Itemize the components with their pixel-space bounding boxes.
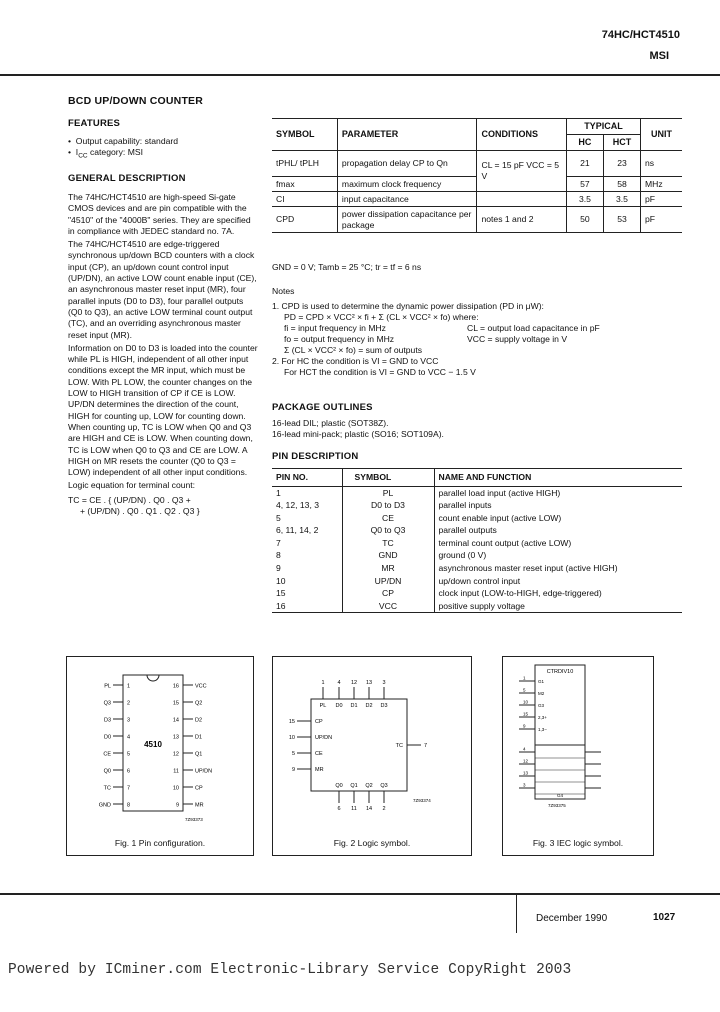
pin-number: 14 xyxy=(365,806,373,812)
package-heading: PACKAGE OUTLINES xyxy=(272,402,373,413)
pin-number: 13 xyxy=(523,770,529,776)
pin-label: Q1 xyxy=(350,783,358,789)
pin-number: 11 xyxy=(173,768,179,775)
equation-line: + (UP/DN) . Q0 . Q1 . Q2 . Q3 } xyxy=(80,506,200,517)
cell-no: 8 xyxy=(276,550,281,561)
characteristics-table xyxy=(272,118,682,233)
table-row xyxy=(272,600,682,613)
general-description xyxy=(68,192,258,519)
cell-name: parallel inputs xyxy=(434,499,682,512)
pin-number: 6 xyxy=(337,806,341,812)
table-row xyxy=(272,524,682,537)
pin-label: CP xyxy=(315,719,323,725)
cell-symbol: CP xyxy=(342,587,434,600)
pin-label: CE xyxy=(315,751,323,757)
table-footnote: GND = 0 V; Tamb = 25 °C; tr = tf = 6 ns xyxy=(272,262,422,272)
footer-rule xyxy=(0,893,720,895)
pin-number: 11 xyxy=(351,806,357,812)
cell-no: 15 xyxy=(276,588,286,599)
cell-no: 7 xyxy=(276,537,281,548)
feature-item: • $I_{CC}$ category: MSI xyxy=(68,147,143,161)
cell-no: 4, 12, 13, 3 xyxy=(276,500,320,511)
note: VCC = supply voltage in V xyxy=(467,334,568,344)
note: fo = output frequency in MHz xyxy=(284,334,395,344)
pin-label: PL xyxy=(104,683,111,690)
pin-number: 2 xyxy=(382,806,386,812)
cell-name: ground (0 V) xyxy=(434,549,682,562)
pin-table xyxy=(272,468,682,613)
pin-number: 1 xyxy=(127,683,131,690)
paragraph: Information on D0 to D3 is loaded into the counter while PL is HIGH, independent of all other input conditions except the MR input, which must be LOW. With PL LOW, the counter changes on the LOW to HIGH transition of CP if CE is LOW. UP/DN determines the direction of the count, HIGH for counting up, LOW for counting down. When counting up, TC is LOW when Q0 and Q3 are HIGH and CE is LOW. When counting down, TC is LOW when Q0 to Q3 and CE are LOW. A HIGH on MR resets the counter (Q0 to Q3 = LOW) independent of all other input conditions. xyxy=(68,342,258,478)
pin-label: D2 xyxy=(195,717,203,724)
cell-symbol: PL xyxy=(342,487,434,500)
cell-name: positive supply voltage xyxy=(434,600,682,613)
table-row: fmax maximum clock frequency 57 58 MHz xyxy=(272,177,682,192)
figure-caption: Fig. 1 Pin configuration. xyxy=(114,838,206,849)
pin-number: 5 xyxy=(291,751,295,757)
notes-heading: Notes xyxy=(272,286,295,296)
pin-number: 7 xyxy=(424,743,428,749)
pin-number: 9 xyxy=(291,767,295,773)
pin-label: G3 xyxy=(538,703,545,708)
pin-number: 12 xyxy=(523,758,529,764)
page-number: 1027 xyxy=(653,912,676,923)
cell-name: count enable input (active LOW) xyxy=(434,512,682,525)
table-row: CI input capacitance 3.5 3.5 pF xyxy=(272,192,682,207)
logic-symbol-diagram xyxy=(273,657,471,832)
pin-number: 12 xyxy=(172,751,179,758)
pin-number: 10 xyxy=(523,699,529,705)
figure-code: 7Z93375 xyxy=(548,803,566,808)
note: 2. For HC the condition is VI = GND to VCC xyxy=(272,356,439,366)
table-row xyxy=(272,512,682,525)
pin-number: 3 xyxy=(523,782,526,788)
chip-label: 4510 xyxy=(144,740,162,749)
pin-label: D3 xyxy=(380,703,388,709)
col-symbol: SYMBOL xyxy=(342,469,434,487)
pin-label: M2 xyxy=(538,691,545,696)
figure-caption: Fig. 3 IEC logic symbol. xyxy=(532,838,624,849)
features-heading: FEATURES xyxy=(68,118,121,129)
pin-label: UP/DN xyxy=(315,735,333,741)
pin-label: VCC xyxy=(195,683,207,690)
pin-label: PL xyxy=(319,703,327,709)
pin-number: 4 xyxy=(127,734,131,741)
features-list xyxy=(68,136,258,162)
cell-name: terminal count output (active LOW) xyxy=(434,537,682,550)
pin-diagram xyxy=(67,657,253,832)
figure-caption: Fig. 2 Logic symbol. xyxy=(333,838,411,849)
cell-symbol: MR xyxy=(342,562,434,575)
cell-name: parallel load input (active HIGH) xyxy=(434,487,682,500)
table-row xyxy=(272,562,682,575)
pin-label: Q0 xyxy=(335,783,343,789)
pin-number: 9 xyxy=(175,802,179,809)
note: Σ (CL × VCC² × fo) = sum of outputs xyxy=(284,345,423,355)
footer-divider xyxy=(516,893,517,933)
pin-number: 4 xyxy=(337,680,341,686)
table-row xyxy=(272,537,682,550)
pin-label: D0 xyxy=(103,734,111,741)
note: fi = input frequency in MHz xyxy=(284,323,386,333)
pin-number: 15 xyxy=(523,711,529,717)
pin-number: 12 xyxy=(350,680,358,686)
table-row xyxy=(272,549,682,562)
cell-symbol: Q0 to Q3 xyxy=(342,524,434,537)
col-conditions: CONDITIONS xyxy=(477,119,566,151)
col-hc: HC xyxy=(566,135,603,151)
figure-code: 7Z93373 xyxy=(185,817,203,822)
cell-no: 16 xyxy=(272,600,342,613)
figure-iec-symbol xyxy=(502,656,654,856)
pin-label: MR xyxy=(195,802,204,809)
pin-label: D1 xyxy=(195,734,203,741)
pin-label: CP xyxy=(195,785,203,792)
cell-symbol: D0 to D3 xyxy=(342,499,434,512)
pin-number: 15 xyxy=(288,719,295,725)
pin-number: 14 xyxy=(172,717,179,724)
pin-label: MR xyxy=(315,767,324,773)
pin-number: 6 xyxy=(127,768,131,775)
cell-symbol: CE xyxy=(342,512,434,525)
pin-label: UP/DN xyxy=(195,768,213,775)
pin-number: 1 xyxy=(321,680,325,686)
pin-label: Q3 xyxy=(103,700,111,707)
table-row: tPHL/ tPLH propagation delay CP to Qn CL = 15 pF VCC = 5 V 21 23 ns xyxy=(272,151,682,177)
table-row xyxy=(272,499,682,512)
pin-number: 10 xyxy=(288,735,295,741)
pin-label: Q2 xyxy=(365,783,373,789)
package-item: 16-lead mini-pack; plastic (SO16; SOT109A). xyxy=(272,429,444,439)
col-hct: HCT xyxy=(603,135,640,151)
figure-pin-configuration xyxy=(66,656,254,856)
table-row: CPD power dissipation capacitance per package notes 1 and 2 50 53 pF xyxy=(272,207,682,233)
pin-label: Q2 xyxy=(195,700,203,707)
header-rule xyxy=(0,74,720,76)
block-label: CTRDIV10 xyxy=(546,669,574,675)
pin-label: CE xyxy=(103,751,111,758)
block-label: G4 xyxy=(556,793,564,798)
pin-label: D2 xyxy=(365,703,373,709)
pin-number: 10 xyxy=(172,785,179,792)
paragraph: The 74HC/HCT4510 are edge-triggered synchronous up/down BCD counters with a clock input (CP), an up/down count control input (UP/DN), an active LOW count enable input (CE), an asynchronous master reset input (MR), four parallel inputs (D0 to D3), four parallel outputs (Q0 to Q3), an active LOW terminal count output (TC), and an overriding asynchronous master reset input (MR). xyxy=(68,239,257,340)
pin-number: 7 xyxy=(127,785,131,792)
col-unit: UNIT xyxy=(641,119,682,151)
pin-number: 16 xyxy=(172,683,179,690)
pin-label: 2,3+ xyxy=(538,715,547,720)
cell-name: up/down control input xyxy=(434,575,682,588)
pin-label: Q3 xyxy=(380,783,388,789)
pin-label: Q0 xyxy=(103,768,111,775)
note: 1. CPD is used to determine the dynamic power dissipation (PD in μW): xyxy=(272,301,544,311)
figure-logic-symbol xyxy=(272,656,472,856)
family-label: MSI xyxy=(649,50,669,62)
col-name: NAME AND FUNCTION xyxy=(434,469,682,487)
part-number: 74HC/HCT4510 xyxy=(601,29,680,41)
pin-number: 9 xyxy=(523,723,526,729)
issue-date: December 1990 xyxy=(536,913,608,924)
pin-label: D1 xyxy=(350,703,358,709)
table-row xyxy=(272,575,682,588)
pin-label: D3 xyxy=(103,717,111,724)
pin-number: 3 xyxy=(127,717,131,724)
cell-no: 9 xyxy=(276,562,281,573)
feature-item: • Output capability: standard xyxy=(68,136,179,146)
pin-number: 13 xyxy=(172,734,179,741)
pin-number: 15 xyxy=(172,700,179,707)
cell-no: 10 xyxy=(276,575,286,586)
paragraph: Logic equation for terminal count: xyxy=(68,480,196,491)
cell-no: 6, 11, 14, 2 xyxy=(276,525,319,536)
note: CL = output load capacitance in pF xyxy=(467,323,600,333)
cell-symbol: TC xyxy=(342,537,434,550)
notes-block xyxy=(272,286,692,378)
equation-line: TC = CE . { (UP/DN) . Q0 . Q3 + xyxy=(68,494,191,505)
cell-name: parallel outputs xyxy=(434,524,682,537)
pin-number: 5 xyxy=(523,687,526,693)
pin-number: 5 xyxy=(127,751,131,758)
pin-number: 8 xyxy=(127,802,131,809)
pin-label: TC xyxy=(103,785,111,792)
pin-label: 1,3− xyxy=(538,727,547,732)
note: For HCT the condition is VI = GND to VCC − 1.5 V xyxy=(284,367,476,377)
pin-label: D0 xyxy=(335,703,343,709)
note: PD = CPD × VCC² × fi + Σ (CL × VCC² × fo) where: xyxy=(284,312,479,322)
pin-label: GND xyxy=(98,802,111,809)
col-pin-no: PIN NO. xyxy=(272,469,342,487)
pin-number: 2 xyxy=(127,700,131,707)
pin-label: Q1 xyxy=(195,751,203,758)
pin-label: G1 xyxy=(538,679,545,684)
pin-number: 3 xyxy=(382,680,386,686)
col-symbol: SYMBOL xyxy=(272,119,337,151)
cell-symbol: UP/DN xyxy=(342,575,434,588)
col-typical: TYPICAL xyxy=(566,119,640,135)
cell-symbol: GND xyxy=(342,549,434,562)
package-item: 16-lead DIL; plastic (SOT38Z). xyxy=(272,418,389,428)
pin-number: 13 xyxy=(365,680,373,686)
cell-symbol: VCC xyxy=(342,600,434,613)
pin-number: 1 xyxy=(523,675,526,681)
cell-name: asynchronous master reset input (active HIGH) xyxy=(434,562,682,575)
pin-label: TC xyxy=(395,743,403,749)
cell-no: 5 xyxy=(276,512,281,523)
col-parameter: PARAMETER xyxy=(337,119,477,151)
copyright-line: Powered by ICminer.com Electronic-Library Service CopyRight 2003 xyxy=(8,962,572,978)
iec-symbol-diagram xyxy=(503,657,653,832)
general-heading: GENERAL DESCRIPTION xyxy=(68,173,186,184)
cell-name: clock input (LOW-to-HIGH, edge-triggered) xyxy=(434,587,682,600)
paragraph: The 74HC/HCT4510 are high-speed Si-gate CMOS devices and are pin compatible with the "4510" of the "4000B" series. They are specified in compliance with JEDEC standard no. 7A. xyxy=(68,192,251,236)
figure-code: 7Z93374 xyxy=(413,798,431,803)
pin-heading: PIN DESCRIPTION xyxy=(272,451,359,462)
pin-number: 4 xyxy=(523,746,526,752)
table-row xyxy=(272,587,682,600)
table-row xyxy=(272,487,682,500)
page-title: BCD UP/DOWN COUNTER xyxy=(68,95,204,107)
package-list xyxy=(272,418,444,440)
cell-no: 1 xyxy=(276,487,281,498)
